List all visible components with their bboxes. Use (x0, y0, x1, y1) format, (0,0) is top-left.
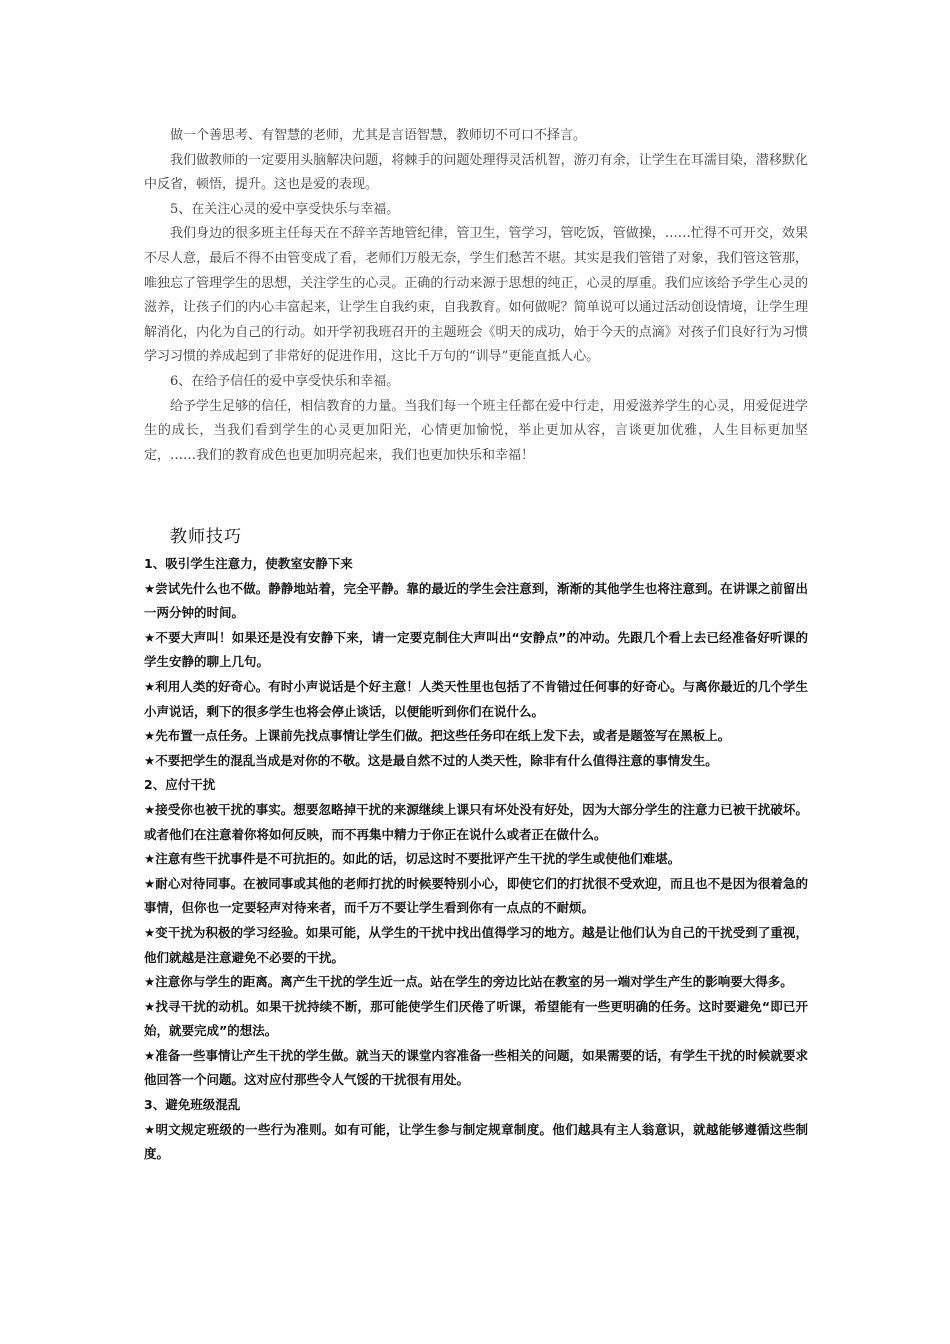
tip-item: ★找寻干扰的动机。如果干扰持续不断，那可能使学生们厌倦了听课，希望能有一些更明确的任务。这时要避免“即已开始，就要完成”的想法。 (144, 998, 808, 1039)
tip-item: ★不要大声叫！如果还是没有安静下来，请一定要克制住大声叫出“安静点”的冲动。先跟几个看上去已经准备好听课的学生安静的聊上几句。 (144, 629, 808, 670)
essay-subheading: 6、在给予信任的爱中享受快乐和幸福。 (170, 373, 400, 389)
tip-item: ★不要把学生的混乱当成是对你的不敬。这是最自然不过的人类天性，除非有什么值得注意的事情发生。 (144, 752, 718, 768)
tips-heading: 1、吸引学生注意力，使教室安静下来 (144, 556, 353, 571)
essay-subheading: 5、在关注心灵的爱中享受快乐与幸福。 (170, 201, 400, 217)
tip-item: ★利用人类的好奇心。有时小声说话是个好主意！人类天性里也包括了不肯错过任何事的好奇心。与离你最近的几个学生小声说话，剩下的很多学生也将会停止谈话，以便能听到你们在说什么。 (144, 678, 808, 719)
tips-heading: 2、应付干扰 (144, 777, 216, 793)
essay-paragraph: 给予学生足够的信任，相信教育的力量。当我们每一个班主任都在爱中行走，用爱滋养学生的心灵，用爱促进学生的成长，当我们看到学生的心灵更加阳光，心情更加愉悦，举止更加从容，言谈更加优雅，人生目标更加坚定，……我们的教育成色也更加明亮起来，我们也更加快乐和幸福！ (144, 398, 808, 463)
tip-item: ★准备一些事情让产生干扰的学生做。就当天的课堂内容准备一些相关的问题，如果需要的话，有学生干扰的时候就要求他回答一个问题。这对应付那些令人气馁的干扰很有用处。 (144, 1047, 808, 1088)
tip-item: ★注意你与学生的距离。离产生干扰的学生近一点。站在学生的旁边比站在教室的另一端对学生产生的影响要大得多。 (144, 974, 793, 990)
tip-item: ★明文规定班级的一些行为准则。如有可能，让学生参与制定规章制度。他们越具有主人翁意识，就越能够遵循这些制度。 (144, 1121, 808, 1162)
tip-item: ★耐心对待同事。在被同事或其他的老师打扰的时候要特别小心，即使它们的打扰很不受欢迎，而且也不是因为很着急的事情，但你也一定要轻声对待来者，而千万不要让学生看到你有一点点的不耐烦。 (144, 875, 808, 916)
essay-paragraph: 做一个善思考、有智慧的老师，尤其是言语智慧，教师切不可口不择言。 (170, 128, 587, 143)
tip-item: ★注意有些干扰事件是不可抗拒的。如此的话，切忌这时不要批评产生干扰的学生或使他们难堪。 (144, 851, 681, 867)
essay-paragraph: 我们做教师的一定要用头脑解决问题，将棘手的问题处理得灵活机智，游刃有余，让学生在耳濡目染，潜移默化中反省，顿悟，提升。这也是爱的表现。 (144, 152, 808, 193)
essay-section (144, 124, 808, 468)
tip-item: ★变干扰为积极的学习经验。如果可能，从学生的干扰中找出值得学习的地方。越是让他们认为自己的干扰受到了重视，他们就越是注意避免不必要的干扰。 (144, 924, 808, 965)
tips-heading: 3、避免班级混乱 (144, 1097, 241, 1113)
essay-paragraph: 我们身边的很多班主任每天在不辞辛苦地管纪律，管卫生，管学习，管吃饭，管做操，……忙得不可开交，效果不尽人意，最后不得不由管变成了看，老师们万般无奈，学生们愁苦不堪。其实是我们管错了对象，我们管这管那，唯独忘了管理学生的思想，关注学生的心灵。正确的行动来源于思想的纯正，心灵的厚重。我们应该给予学生心灵的滋养，让孩子们的内心丰富起来，让学生自我约束，自我教育。如何做呢？简单说可以通过活动创设情境，让学生理解消化，内化为自己的行动。如开学初我班召开的主题班会《明天的成功，始于今天的点滴》对孩子们良好行为习惯学习习惯的养成起到了非常好的促进作用，这比千万句的“训导”更能直抵人心。 (144, 226, 808, 365)
tip-item: ★尝试先什么也不做。静静地站着，完全平静。靠的最近的学生会注意到，渐渐的其他学生也将注意到。在讲课之前留出一两分钟的时间。 (144, 580, 808, 621)
tip-item: ★先布置一点任务。上课前先找点事情让学生们做。把这些任务印在纸上发下去，或者是题签写在黑板上。 (144, 728, 731, 744)
tip-item: ★接受你也被干扰的事实。想要忽略掉干扰的来源继续上课只有坏处没有好处，因为大部分学生的注意力已被干扰破坏。或者他们在注意着你将如何反映，而不再集中精力于你正在说什么或者正在做什么。 (144, 801, 808, 842)
section-title: 教师技巧 (170, 527, 242, 547)
teacher-tips-section (144, 522, 808, 1167)
